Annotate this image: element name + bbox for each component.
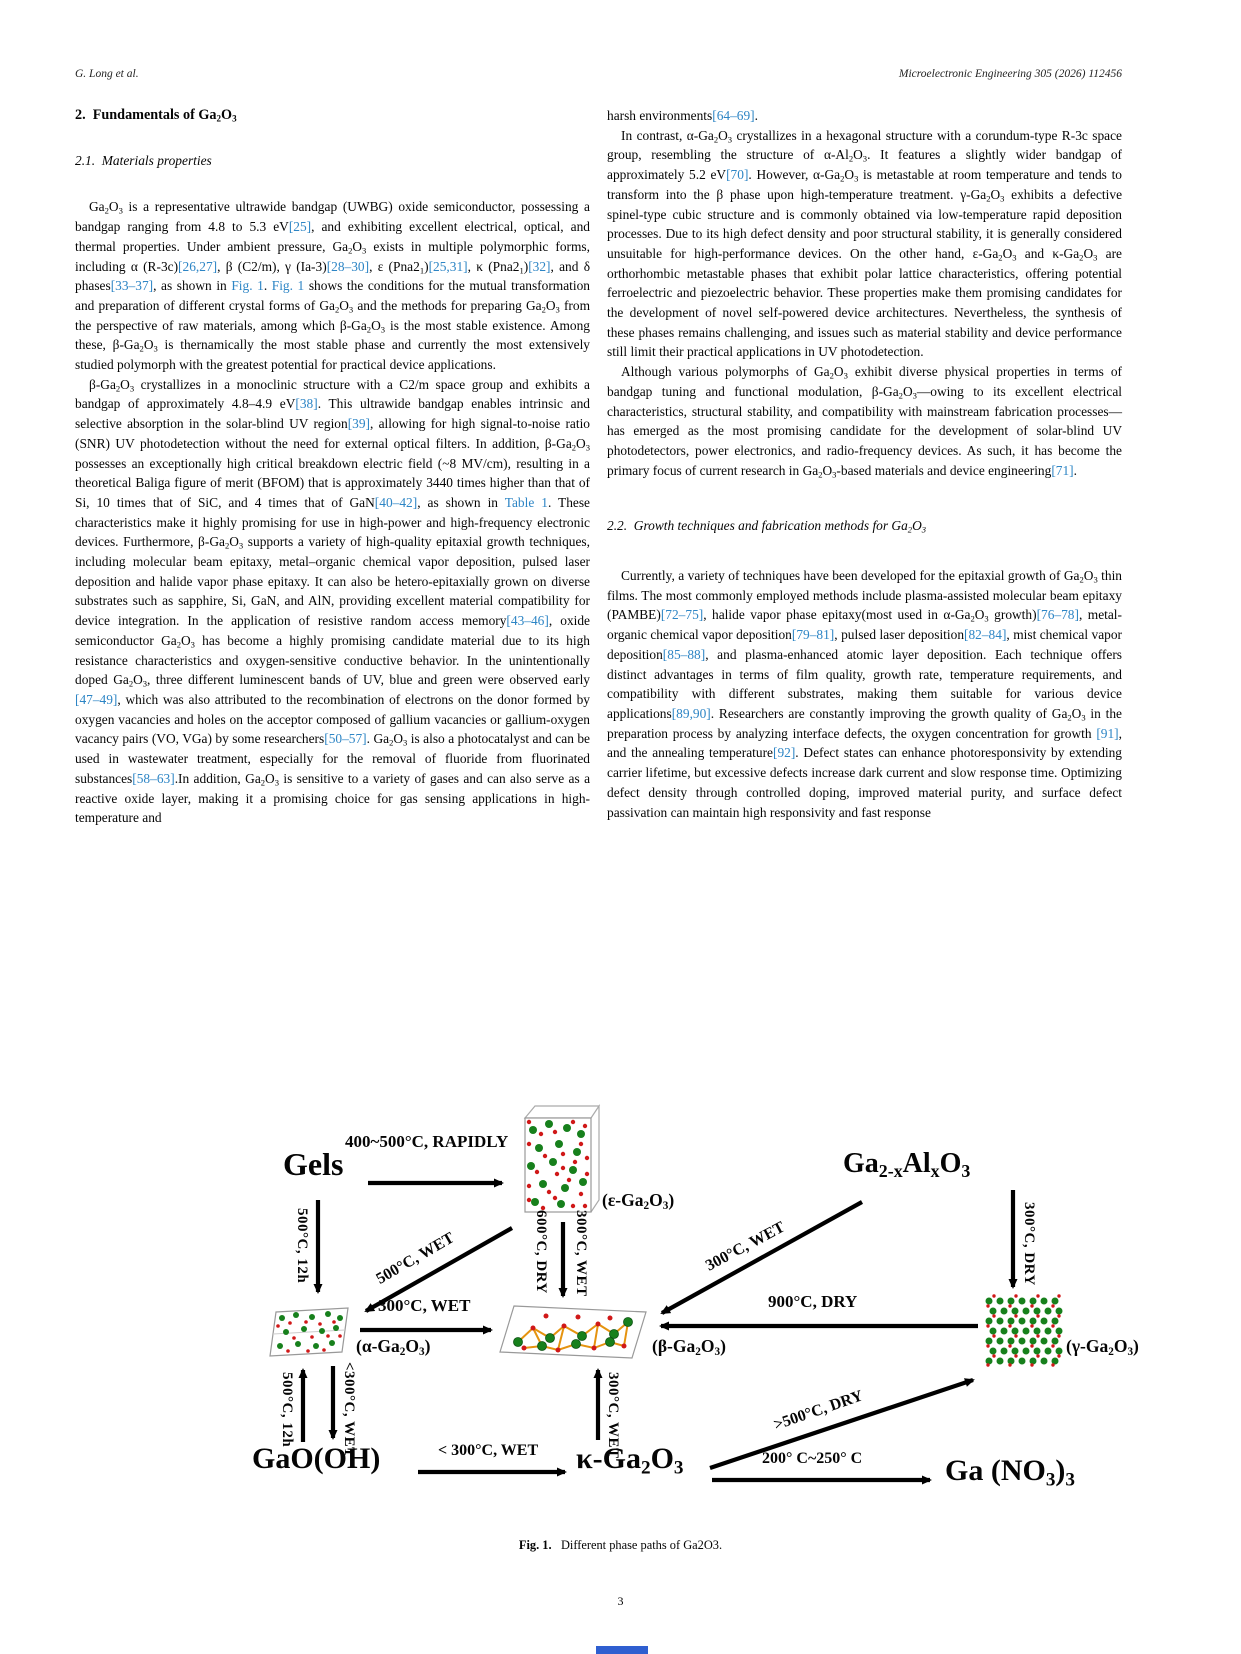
- label-kappa-to-ganitrate: 200° C~250° C: [762, 1450, 863, 1467]
- citation-link[interactable]: [25,31]: [428, 258, 468, 274]
- epsilon-crystal-image: [515, 1100, 605, 1220]
- label-kappa-to-gamma: >500°C, DRY: [771, 1387, 866, 1434]
- citation-link[interactable]: [25]: [288, 219, 312, 235]
- citation-link[interactable]: [92]: [772, 745, 796, 761]
- node-gels: Gels: [283, 1146, 344, 1182]
- citation-link[interactable]: [79–81]: [791, 627, 835, 643]
- citation-link[interactable]: Fig. 1: [231, 278, 264, 294]
- citation-link[interactable]: [28–30]: [326, 258, 370, 274]
- paragraph: $Ga_2O_3$ is a representative ultrawide bandgap (UWBG) oxide semiconductor, possessing a bandgap ranging from 4.8 to 5.3 eV[25], and exhibiting excellent electrical, optical, and thermal properties. Under ambient pressure, $Ga_2O_3$ exists in multiple polymorphic forms, including α (R-3c)[26,27], β (C2/m), γ (Ia-3)[28–30], ε $(Pna2_1)[25,31]$, κ $(Pna2_1)[32]$, and δ phases[33–37], as shown in Fig. 1. Fig. 1 shows the conditions for the mutual transformation and preparation of different crystal forms of $Ga_2O_3$ and the methods for preparing $Ga_2O_3$ from the perspective of raw materials, among which $\beta-Ga_2O_3$ is the most stable existence. Among these, $\beta-Ga_2O_3$ is thernamically the most stable phase and currently the most extensively studied polymorph with the greatest potential for practical device applications.: [75, 199, 590, 373]
- label-epsilon-to-alpha: 500°C, WET: [373, 1229, 458, 1288]
- paragraph: In contrast, $\alpha-Ga_2O_3$ crystallizes in a hexagonal structure with a corundum-type R-3c space group, resembling the structure of $\alpha-Al_2O_3$. It features a slightly wider bandgap of approximately 5.2 eV[70]. However, $\alpha-Ga_2O_3$ is metastable at room temperature and tends to transform into the β phase upon high-temperature treatment. $\gamma-Ga_2O_3$ exhibits a defective spinel-type cubic structure and is commonly obtained via low-temperature rapid deposition processes. Due to its high defect density and poor structural stability, it is generally considered unsuitable for high-performance devices. On the other hand, $\varepsilon-Ga_2O_3$ and $\kappa-Ga_2O_3$ are orthorhombic metastable phases that exhibit polar lattice characteristics, offering potential ferroelectric and piezoelectric behavior. These properties make them promising candidates for the development of novel self-powered device architectures. Nevertheless, the synthesis of these phases remains challenging, and issues such as material stability and device performance still limit their practical applications in UV photodetection.: [607, 127, 1123, 360]
- node-kappa-ga2o3: $\kappa-Ga_2O_3$: [576, 1442, 684, 1479]
- citation-link[interactable]: [50–57]: [324, 731, 367, 747]
- paragraph: harsh environments[64–69].: [607, 108, 759, 123]
- beta-phase-label: $(\beta-Ga_2O_3)$: [652, 1336, 726, 1359]
- label-gels-to-epsilon: 400~500°C, RAPIDLY: [345, 1132, 509, 1151]
- label-gaalo-to-beta: 300°C, WET: [702, 1218, 788, 1275]
- header-authors: G. Long et al.: [75, 68, 139, 80]
- figure-caption: [0, 1538, 1241, 1553]
- page-body: [75, 98, 1122, 828]
- citation-link[interactable]: [82–84]: [964, 627, 1007, 643]
- figure-caption-text: Different phase paths of Ga2O3.: [560, 1538, 723, 1552]
- alpha-crystal-image: [266, 1302, 354, 1362]
- citation-link[interactable]: [91]: [1096, 725, 1119, 741]
- footer-accent-bar: [596, 1646, 648, 1654]
- citation-link[interactable]: [43–46]: [506, 613, 549, 629]
- label-gamma-to-beta: 900°C, DRY: [768, 1292, 858, 1311]
- citation-link[interactable]: [72–75]: [660, 607, 704, 623]
- label-gaooh-to-kappa: < 300°C, WET: [438, 1442, 539, 1459]
- label-gaalo-to-gamma: 300°C, DRY: [1021, 1202, 1037, 1286]
- subsection-heading-2-1: 2.1. Materials properties: [75, 152, 212, 168]
- right-column: [607, 98, 1122, 828]
- citation-link[interactable]: [39]: [347, 416, 370, 432]
- running-head: [75, 68, 1122, 80]
- citation-link[interactable]: Fig. 1: [271, 278, 305, 294]
- left-column: [75, 98, 590, 828]
- paragraph: Although various polymorphs of $Ga_2O_3$ exhibit diverse physical properties in terms of bandgap tuning and functional modulation, $\beta-Ga_2O_3—owing$ to its excellent electrical characteristics, structural stability, and compatibility with mainstream fabrication processes—has emerged as the most promising candidate for the development of solar-blind UV photodetectors, power electronics, and radio-frequency devices. As such, it has become the primary focus of current research in $Ga_2O_3$-based materials and device engineering[71].: [607, 364, 1122, 480]
- alpha-phase-label: $(\alpha-Ga_2O_3)$: [356, 1336, 431, 1359]
- beta-crystal-image: [498, 1300, 650, 1364]
- figure-1: [0, 1090, 1241, 1525]
- citation-link[interactable]: [47–49]: [75, 691, 118, 707]
- gamma-crystal-image: [983, 1294, 1065, 1368]
- paragraph: Currently, a variety of techniques have been developed for the epitaxial growth of $Ga_2O_3$ thin films. The most commonly employed methods include plasma-assisted molecular beam epitaxy (PAMBE)[72–75], halide vapor phase epitaxy(most used in $\alpha-Ga_2O_3$ growth)[76–78], metal-organic chemical vapor deposition[79–81], pulsed laser deposition[82–84], mist chemical vapor deposition[85–88], and plasma-enhanced atomic layer deposition. Each technique offers distinct advantages in terms of film quality, growth rate, temperature requirements, and compatibility with different substrates, making them suitable for various device applications[89,90]. Researchers are constantly improving the growth quality of $Ga_2O_3$ in the preparation process by analyzing interface defects, the oxygen concentration for growth [91], and the annealing temperature[92]. Defect states can enhance photoresponsivity by extending carrier lifetime, but excessive defects increase dark current and slow response time. Optimizing defect density through controlled doping, improved material purity, and surface defect passivation can maintain high responsivity and fast response: [607, 568, 1123, 820]
- label-kappa-to-beta: 300°C, WET: [605, 1372, 621, 1459]
- citation-link[interactable]: [85–88]: [662, 646, 706, 662]
- citation-link[interactable]: [38]: [295, 396, 318, 412]
- citation-link[interactable]: [89,90]: [671, 705, 711, 721]
- label-alpha-to-beta: 300°C, WET: [378, 1296, 471, 1315]
- node-ga-nitrate: Ga $(NO_3)_3$: [945, 1454, 1076, 1491]
- citation-link[interactable]: Table 1: [504, 494, 548, 510]
- gamma-phase-label: $(\gamma-Ga_2O_3)$: [1066, 1336, 1139, 1359]
- citation-link[interactable]: [71]: [1051, 462, 1074, 478]
- citation-link[interactable]: [64–69]: [712, 108, 755, 123]
- citation-link[interactable]: [58–63]: [132, 770, 175, 786]
- label-epsilon-to-beta-dry: 600°C, DRY: [533, 1210, 549, 1294]
- citation-link[interactable]: [70]: [726, 167, 749, 183]
- citation-link[interactable]: [33–37]: [110, 278, 154, 294]
- right-column-paragraphs-2: [607, 566, 1122, 822]
- label-gaooh-to-alpha: 500°C, 12h: [279, 1372, 295, 1448]
- citation-link[interactable]: [26,27]: [178, 258, 218, 274]
- citation-link[interactable]: [76–78]: [1036, 607, 1079, 623]
- header-journal: Microelectronic Engineering 305 (2026) 112456: [898, 68, 1122, 80]
- node-ga2-xalxo3: $Ga_{2-x}Al_xO_3$: [843, 1148, 971, 1182]
- label-alpha-to-gaooh: <300°C, WET: [341, 1362, 357, 1458]
- section-heading: 2. Fundamentals of $Ga_2O_3$: [75, 107, 237, 124]
- paragraph: $\beta-Ga_2O_3$ crystallizes in a monoclinic structure with a C2/m space group and exhibits a bandgap of approximately 4.8–4.9 eV[38]. This ultrawide bandgap enables intrinsic and selective absorption in the solar-blind UV region[39], allowing for high signal-to-noise ratio (SNR) UV photodetection without the need for external optical filters. In addition, $\beta-Ga_2O_3$ possesses an exceptionally high critical breakdown electric field (~8 MV/cm), resulting in a theoretical Baliga figure of merit (BFOM) that is approximately 3440 times higher than that of Si, 10 times that of SiC, and 4 times that of GaN[40–42], as shown in Table 1. These characteristics make it highly promising for use in high-power and high-frequency electronic devices. Furthermore, $\beta-Ga_2O_3$ supports a variety of high-quality epitaxial growth techniques, including molecular beam epitaxy, metal–organic chemical vapor deposition, pulsed laser deposition and halide vapor phase epitaxy. It can also be hetero-epitaxially grown on diverse substrates such as sapphire, Si, GaN, and AlN, providing excellent material compatibility for device integration. In the application of resistive random access memory[43–46], oxide semiconductor $Ga_2O_3$ has become a highly promising candidate material due to its high resistance characteristics and oxygen-sensitive conductive behavior. In the unintentionally doped $Ga_2O_3$, three different luminescent bands of UV, blue and green were observed early [47–49], which was also attributed to the recombination of electrons on the donor formed by oxygen vacancies and holes on the acceptor composed of gallium vacancies or gallium-oxygen vacancy pairs (VO, VGa) by some researchers[50–57]. $Ga_2O_3$ is also a photocatalyst and can be used in wastewater treatment, especially for the removal of fluoride from fluorinated substances[58–63].In addition, $Ga_2O_3$ is sensitive to a variety of gases and can also serve as a reactive oxide layer, making it a promising choice for gas sensing applications in high-temperature and: [75, 376, 591, 826]
- right-column-paragraphs: [607, 106, 1122, 480]
- subsection-heading-2-2: 2.2. Growth techniques and fabrication methods for $Ga_2O_3$: [607, 518, 927, 535]
- figure-caption-label: Fig. 1.: [518, 1538, 552, 1552]
- citation-link[interactable]: [40–42]: [374, 494, 418, 510]
- node-gaooh: GaO(OH): [252, 1442, 381, 1475]
- epsilon-phase-label: $(\varepsilon-Ga_2O_3)$: [602, 1190, 675, 1213]
- page-number: 3: [617, 1594, 624, 1608]
- left-column-paragraphs: [75, 197, 590, 828]
- label-epsilon-to-beta-wet: 300°C, WET: [573, 1210, 589, 1297]
- citation-link[interactable]: [32]: [528, 258, 551, 274]
- label-gels-to-alpha: 500°C, 12h: [294, 1208, 310, 1284]
